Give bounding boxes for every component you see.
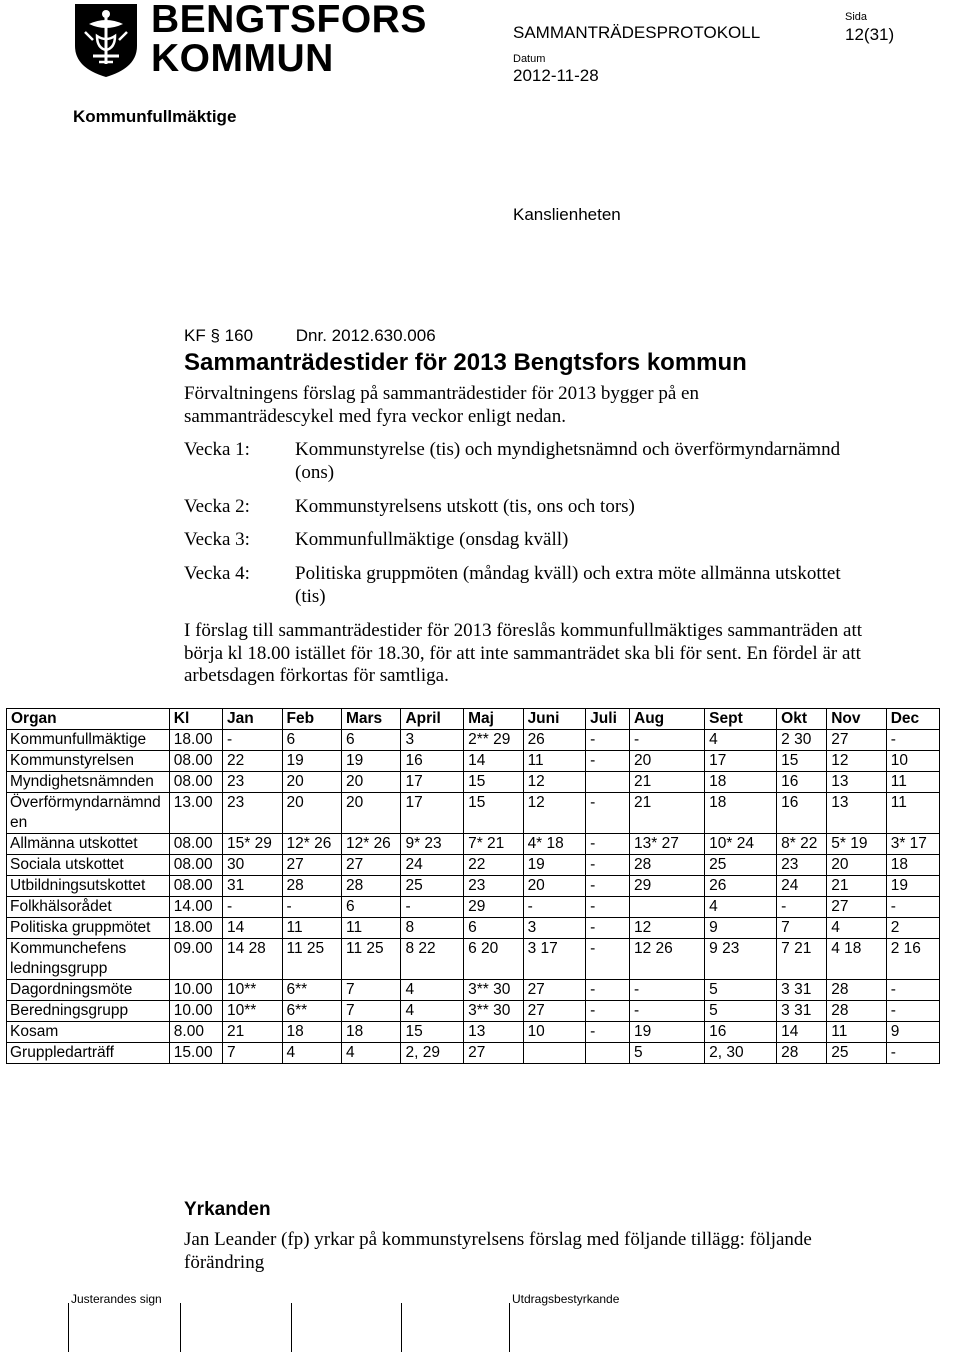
date-cell: -: [777, 897, 827, 918]
organ-cell: Folkhälsorådet: [7, 897, 170, 918]
date-cell: 19: [523, 855, 586, 876]
date-cell: 15: [777, 751, 827, 772]
date-cell: 20: [630, 751, 705, 772]
time-cell: 10.00: [169, 980, 222, 1001]
date-cell: -: [886, 1043, 939, 1064]
date-cell: 28: [341, 876, 400, 897]
date-cell: 11: [827, 1022, 886, 1043]
date-cell: -: [630, 1001, 705, 1022]
col-header-organ: Organ: [7, 709, 170, 730]
logo-line-2: KOMMUN: [151, 37, 334, 80]
date-cell: 26: [523, 730, 586, 751]
date-cell: 16: [401, 751, 464, 772]
date-cell: 15* 29: [223, 834, 282, 855]
table-row: [7, 1043, 940, 1064]
date-cell: 20: [341, 793, 400, 834]
date-cell: 5: [705, 1001, 777, 1022]
table-row: [7, 897, 940, 918]
date-cell: 5: [705, 980, 777, 1001]
table-row: [7, 1022, 940, 1043]
date-cell: 7: [223, 1043, 282, 1064]
time-cell: 08.00: [169, 751, 222, 772]
date-cell: 12: [523, 772, 586, 793]
intro-paragraph: Förvaltningens förslag på sammanträdestider för 2013 bygger på en sammanträdescykel med fyra veckor enligt nedan.: [184, 383, 699, 427]
week-2-text: Kommunstyrelsens utskott (tis, ons och tors): [295, 496, 635, 517]
date-cell: 2 30: [777, 730, 827, 751]
date-cell: -: [586, 918, 630, 939]
date-cell: 12* 26: [282, 834, 341, 855]
table-row: [7, 939, 940, 980]
page-label: Sida: [845, 11, 868, 23]
week-1-label: Vecka 1:: [184, 439, 250, 460]
table-row: [7, 980, 940, 1001]
time-cell: 08.00: [169, 772, 222, 793]
time-cell: 14.00: [169, 897, 222, 918]
date-cell: -: [523, 897, 586, 918]
date-cell: 22: [223, 751, 282, 772]
organ-cell: Överförmyndarnämnden: [7, 793, 170, 834]
date-cell: 9 23: [705, 939, 777, 980]
date-cell: 6**: [282, 1001, 341, 1022]
date-cell: -: [586, 1001, 630, 1022]
date-cell: 15: [464, 793, 523, 834]
date-cell: -: [586, 855, 630, 876]
page-value: 12(31): [845, 25, 895, 44]
date-cell: 5: [630, 1043, 705, 1064]
section-mark: §: [210, 326, 220, 345]
date-cell: 17: [705, 751, 777, 772]
date-cell: -: [586, 751, 630, 772]
time-cell: 13.00: [169, 793, 222, 834]
date-cell: 27: [341, 855, 400, 876]
proposal-paragraph: I förslag till sammanträdestider för 2013 föreslås kommunfullmäktiges sammanträden att börja kl 18.00 istället för 18.30, för att inte sammanträdet ska bli för sent. En fördel är att arbetsdagen förkortas för samtliga.: [184, 620, 863, 686]
date-cell: 8: [401, 918, 464, 939]
sign-box-divider: [401, 1303, 402, 1352]
department-name: Kanslienheten: [513, 205, 621, 224]
date-cell: 18: [341, 1022, 400, 1043]
date-cell: 27: [827, 730, 886, 751]
time-cell: 18.00: [169, 730, 222, 751]
case-reference: [184, 326, 436, 346]
date-cell: 25: [827, 1043, 886, 1064]
date-cell: 13: [464, 1022, 523, 1043]
date-cell: 26: [705, 876, 777, 897]
date-cell: [586, 1043, 630, 1064]
organ-cell: Sociala utskottet: [7, 855, 170, 876]
date-cell: 13: [827, 793, 886, 834]
organ-cell: Allmänna utskottet: [7, 834, 170, 855]
organ-cell: Dagordningsmöte: [7, 980, 170, 1001]
time-cell: 8.00: [169, 1022, 222, 1043]
date-cell: 22: [464, 855, 523, 876]
date-cell: 27: [464, 1043, 523, 1064]
col-header-juli: Juli: [586, 709, 630, 730]
week-1-text: Kommunstyrelse (tis) och myndighetsnämnd och överförmyndarnämnd (ons): [295, 439, 841, 483]
date-cell: 17: [401, 793, 464, 834]
date-cell: 3: [523, 918, 586, 939]
col-header-juni: Juni: [523, 709, 586, 730]
date-cell: 4: [827, 918, 886, 939]
date-cell: 21: [827, 876, 886, 897]
col-header-aug: Aug: [630, 709, 705, 730]
date-cell: 2, 30: [705, 1043, 777, 1064]
date-cell: 3 17: [523, 939, 586, 980]
week-2-label: Vecka 2:: [184, 496, 250, 517]
date-cell: 6 20: [464, 939, 523, 980]
date-cell: -: [586, 980, 630, 1001]
sign-box-divider: [180, 1303, 181, 1352]
date-cell: 19: [886, 876, 939, 897]
date-cell: -: [586, 834, 630, 855]
date-cell: 18: [705, 772, 777, 793]
date-cell: -: [886, 897, 939, 918]
organ-cell: Kommunstyrelsen: [7, 751, 170, 772]
date-cell: 15: [464, 772, 523, 793]
date-label: Datum: [513, 53, 546, 65]
col-header-mars: Mars: [341, 709, 400, 730]
date-cell: 13* 27: [630, 834, 705, 855]
table-row: [7, 772, 940, 793]
date-cell: 11 25: [282, 939, 341, 980]
date-cell: 21: [630, 772, 705, 793]
week-4-text: Politiska gruppmöten (måndag kväll) och extra möte allmänna utskottet (tis): [295, 563, 841, 607]
date-cell: 3** 30: [464, 980, 523, 1001]
date-cell: 10**: [223, 1001, 282, 1022]
date-cell: [523, 1043, 586, 1064]
date-cell: 28: [827, 1001, 886, 1022]
date-cell: 24: [401, 855, 464, 876]
organ-cell: Kommunfullmäktige: [7, 730, 170, 751]
date-cell: 9* 23: [401, 834, 464, 855]
date-cell: 12: [523, 793, 586, 834]
date-cell: 5* 19: [827, 834, 886, 855]
date-cell: -: [223, 730, 282, 751]
date-cell: 6: [282, 730, 341, 751]
date-cell: 25: [401, 876, 464, 897]
time-cell: 08.00: [169, 834, 222, 855]
col-header-feb: Feb: [282, 709, 341, 730]
date-cell: -: [886, 1001, 939, 1022]
yrkanden-text: Jan Leander (fp) yrkar på kommunstyrelsens förslag med följande tillägg: följande förändring: [184, 1229, 812, 1273]
date-cell: 21: [223, 1022, 282, 1043]
date-cell: 7: [777, 918, 827, 939]
date-cell: 11: [886, 793, 939, 834]
table-row: [7, 793, 940, 834]
date-cell: 4 18: [827, 939, 886, 980]
date-cell: 23: [777, 855, 827, 876]
organ-cell: Kommunchefens ledningsgrupp: [7, 939, 170, 980]
date-cell: 4: [705, 730, 777, 751]
table-row: [7, 1001, 940, 1022]
organ-cell: Myndighetsnämnden: [7, 772, 170, 793]
date-cell: 9: [705, 918, 777, 939]
col-header-maj: Maj: [464, 709, 523, 730]
date-cell: [586, 772, 630, 793]
date-cell: -: [586, 1022, 630, 1043]
date-cell: 20: [282, 772, 341, 793]
extract-label: Utdragsbestyrkande: [512, 1292, 620, 1306]
date-cell: 20: [282, 793, 341, 834]
date-cell: 11: [341, 918, 400, 939]
date-cell: 2 16: [886, 939, 939, 980]
date-cell: -: [886, 730, 939, 751]
organ-cell: Utbildningsutskottet: [7, 876, 170, 897]
date-cell: 2** 29: [464, 730, 523, 751]
sign-label: Justerandes sign: [71, 1292, 162, 1306]
yrkanden-title: Yrkanden: [184, 1199, 271, 1220]
date-cell: 7: [341, 980, 400, 1001]
date-cell: 11: [282, 918, 341, 939]
date-cell: -: [401, 897, 464, 918]
organ-cell: Gruppledarträff: [7, 1043, 170, 1064]
date-cell: 16: [705, 1022, 777, 1043]
date-cell: 14: [464, 751, 523, 772]
date-cell: 12* 26: [341, 834, 400, 855]
date-cell: 19: [341, 751, 400, 772]
kommun-logo: [73, 0, 427, 80]
date-cell: 6: [341, 730, 400, 751]
date-cell: -: [586, 897, 630, 918]
week-3-label: Vecka 3:: [184, 529, 250, 550]
date-cell: 29: [464, 897, 523, 918]
date-cell: 13: [827, 772, 886, 793]
organ-cell: Politiska gruppmötet: [7, 918, 170, 939]
date-cell: -: [630, 730, 705, 751]
date-cell: 7* 21: [464, 834, 523, 855]
table-row: [7, 730, 940, 751]
date-cell: [630, 897, 705, 918]
date-cell: 27: [282, 855, 341, 876]
date-cell: 3 31: [777, 980, 827, 1001]
schedule-table: [6, 708, 940, 1064]
week-3-text: Kommunfullmäktige (onsdag kväll): [295, 529, 569, 550]
kommun-coat-of-arms-icon: [73, 2, 139, 78]
date-cell: 4: [341, 1043, 400, 1064]
date-cell: 23: [464, 876, 523, 897]
date-cell: 4: [705, 897, 777, 918]
organization-name: Kommunfullmäktige: [73, 107, 237, 126]
col-header-jan: Jan: [223, 709, 282, 730]
sign-box-divider: [509, 1303, 510, 1352]
date-cell: 10* 24: [705, 834, 777, 855]
date-cell: 15: [401, 1022, 464, 1043]
time-cell: 10.00: [169, 1001, 222, 1022]
date-cell: 3: [401, 730, 464, 751]
date-cell: 6**: [282, 980, 341, 1001]
date-cell: 6: [341, 897, 400, 918]
dnr: Dnr. 2012.630.006: [295, 326, 436, 345]
date-cell: 4: [401, 980, 464, 1001]
date-cell: 23: [223, 772, 282, 793]
date-cell: 11: [523, 751, 586, 772]
time-cell: 18.00: [169, 918, 222, 939]
date-cell: 18: [282, 1022, 341, 1043]
date-value: 2012-11-28: [513, 66, 599, 85]
week-4-label: Vecka 4:: [184, 563, 250, 584]
date-cell: 12: [630, 918, 705, 939]
protocol-title: SAMMANTRÄDESPROTOKOLL: [513, 23, 761, 42]
date-cell: 14: [223, 918, 282, 939]
organ-cell: Kosam: [7, 1022, 170, 1043]
date-cell: 10**: [223, 980, 282, 1001]
table-row: [7, 876, 940, 897]
case-title: Sammanträdestider för 2013 Bengtsfors kommun: [184, 349, 747, 376]
section-number: 160: [224, 326, 254, 345]
date-cell: 2: [886, 918, 939, 939]
logo-line-1: BENGTSFORS: [151, 0, 427, 41]
date-cell: 20: [523, 876, 586, 897]
date-cell: 12: [827, 751, 886, 772]
date-cell: 16: [777, 772, 827, 793]
date-cell: 19: [630, 1022, 705, 1043]
date-cell: 29: [630, 876, 705, 897]
date-cell: 20: [341, 772, 400, 793]
date-cell: 28: [282, 876, 341, 897]
date-cell: 4: [401, 1001, 464, 1022]
date-cell: 11: [886, 772, 939, 793]
kf-label: KF: [184, 326, 206, 345]
date-cell: 16: [777, 793, 827, 834]
date-cell: 3 31: [777, 1001, 827, 1022]
date-cell: 28: [777, 1043, 827, 1064]
date-cell: -: [886, 980, 939, 1001]
date-cell: 3** 30: [464, 1001, 523, 1022]
table-row: [7, 918, 940, 939]
col-header-dec: Dec: [886, 709, 939, 730]
date-cell: 4* 18: [523, 834, 586, 855]
date-cell: 28: [630, 855, 705, 876]
date-cell: 18: [886, 855, 939, 876]
date-cell: 27: [523, 980, 586, 1001]
sign-box-divider: [68, 1303, 69, 1352]
time-cell: 08.00: [169, 855, 222, 876]
date-cell: -: [586, 939, 630, 980]
date-cell: 27: [827, 897, 886, 918]
date-cell: 4: [282, 1043, 341, 1064]
date-cell: 11 25: [341, 939, 400, 980]
col-header-okt: Okt: [777, 709, 827, 730]
date-cell: 20: [827, 855, 886, 876]
date-cell: -: [223, 897, 282, 918]
col-header-kl: Kl: [169, 709, 222, 730]
date-cell: 19: [282, 751, 341, 772]
time-cell: 08.00: [169, 876, 222, 897]
date-cell: 3* 17: [886, 834, 939, 855]
table-row: [7, 855, 940, 876]
sign-box-divider: [291, 1303, 292, 1352]
date-cell: -: [282, 897, 341, 918]
time-cell: 15.00: [169, 1043, 222, 1064]
date-cell: 10: [886, 751, 939, 772]
date-cell: 17: [401, 772, 464, 793]
date-cell: 12 26: [630, 939, 705, 980]
date-cell: 6: [464, 918, 523, 939]
date-cell: 30: [223, 855, 282, 876]
date-cell: -: [586, 876, 630, 897]
date-cell: 14: [777, 1022, 827, 1043]
date-cell: 2, 29: [401, 1043, 464, 1064]
date-cell: 9: [886, 1022, 939, 1043]
date-cell: 25: [705, 855, 777, 876]
date-cell: 14 28: [223, 939, 282, 980]
col-header-april: April: [401, 709, 464, 730]
table-row: [7, 751, 940, 772]
table-header-row: [7, 709, 940, 730]
date-cell: 28: [827, 980, 886, 1001]
date-cell: 7: [341, 1001, 400, 1022]
date-cell: 7 21: [777, 939, 827, 980]
date-cell: -: [586, 730, 630, 751]
date-cell: 10: [523, 1022, 586, 1043]
time-cell: 09.00: [169, 939, 222, 980]
date-cell: 27: [523, 1001, 586, 1022]
date-cell: 31: [223, 876, 282, 897]
date-cell: -: [586, 793, 630, 834]
date-cell: 24: [777, 876, 827, 897]
date-cell: 18: [705, 793, 777, 834]
date-cell: 23: [223, 793, 282, 834]
date-cell: 8* 22: [777, 834, 827, 855]
date-cell: 21: [630, 793, 705, 834]
date-cell: -: [630, 980, 705, 1001]
col-header-nov: Nov: [827, 709, 886, 730]
table-row: [7, 834, 940, 855]
organ-cell: Beredningsgrupp: [7, 1001, 170, 1022]
date-cell: 8 22: [401, 939, 464, 980]
col-header-sept: Sept: [705, 709, 777, 730]
